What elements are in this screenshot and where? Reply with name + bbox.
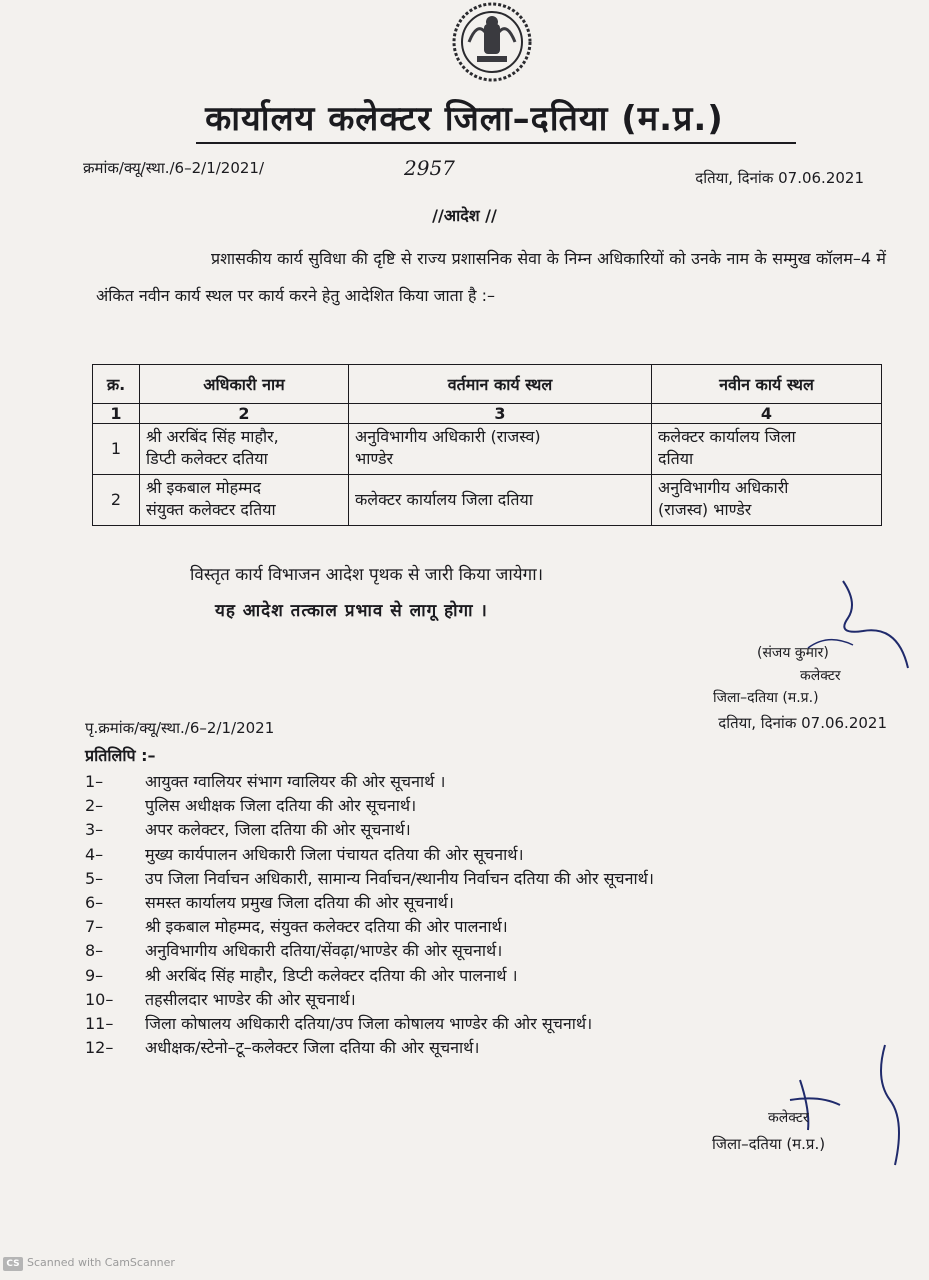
scanner-text: Scanned with CamScanner <box>27 1256 175 1269</box>
column-number-row <box>93 404 882 424</box>
camscanner-icon: CS <box>3 1257 23 1271</box>
current-posting-line: अनुविभागीय अधिकारी (राजस्व) <box>355 427 541 446</box>
table-row <box>93 424 882 475</box>
current-posting-line: भाण्डेर <box>355 449 394 468</box>
transfer-table <box>92 364 882 526</box>
list-item-number: 4– <box>85 844 104 864</box>
new-posting-line: (राजस्व) भाण्डेर <box>658 500 752 519</box>
new-posting-line: दतिया <box>658 449 694 468</box>
new-posting-line: कलेक्टर कार्यालय जिला <box>658 427 796 446</box>
title-underline <box>196 142 796 144</box>
list-item-number: 11– <box>85 1013 114 1033</box>
list-item-text: अपर कलेक्टर, जिला दतिया की ओर सूचनार्थ। <box>145 820 411 840</box>
collector-designation: कलेक्टर <box>768 1110 809 1126</box>
list-item <box>85 818 905 842</box>
new-posting-line: अनुविभागीय अधिकारी <box>658 478 789 497</box>
row-officer-name <box>140 424 349 475</box>
col-number: 1 <box>93 404 140 424</box>
row-sno: 2 <box>93 475 140 526</box>
scanner-watermark <box>3 1256 175 1271</box>
effect-note: यह आदेश तत्काल प्रभाव से लागू होगा । <box>215 601 488 621</box>
order-paragraph: प्रशासकीय कार्य सुविधा की दृष्टि से राज्य प्रशासनिक सेवा के निम्न अधिकारियों को उनके नाम के सम्मुख कॉलम–4 में अंकित नवीन कार्य स्थल पर कार्य करने हेतु आदेशित किया जाता है :– <box>96 249 886 305</box>
col-header-current: वर्तमान कार्य स्थल <box>349 365 652 404</box>
order-date: दतिया, दिनांक 07.06.2021 <box>695 169 864 187</box>
list-item <box>85 794 905 818</box>
collector-district: जिला–दतिया (म.प्र.) <box>712 1135 826 1153</box>
copy-heading: प्रतिलिपि :– <box>85 746 156 765</box>
list-item-number: 6– <box>85 892 104 912</box>
officer-name-line: श्री अरबिंद सिंह माहौर, <box>146 427 279 446</box>
row-sno: 1 <box>93 424 140 475</box>
office-title: कार्यालय कलेक्टर जिला–दतिया (म.प्र.) <box>205 99 724 139</box>
collector-district: जिला–दतिया (म.प्र.) <box>713 690 819 706</box>
list-item-number: 8– <box>85 941 104 961</box>
list-item-text: मुख्य कार्यपालन अधिकारी जिला पंचायत दतिया की ओर सूचनार्थ। <box>145 844 524 864</box>
collector-designation: कलेक्टर <box>800 668 841 684</box>
col-header-sno: क्र. <box>93 365 140 404</box>
row-officer-name <box>140 475 349 526</box>
list-item <box>85 915 905 939</box>
state-emblem-icon <box>447 2 537 82</box>
list-item-text: अधीक्षक/स्टेनो–टू–कलेक्टर जिला दतिया की ओर सूचनार्थ। <box>145 1038 480 1058</box>
list-item-text: श्री इकबाल मोहम्मद, संयुक्त कलेक्टर दतिया की ओर पालनार्थ। <box>145 917 508 937</box>
list-item <box>85 988 905 1012</box>
list-item-text: तहसीलदार भाण्डेर की ओर सूचनार्थ। <box>145 989 356 1009</box>
list-item <box>85 964 905 988</box>
list-item-text: श्री अरबिंद सिंह माहौर, डिप्टी कलेक्टर दतिया की ओर पालनार्थ । <box>145 965 518 985</box>
list-item-text: उप जिला निर्वाचन अधिकारी, सामान्य निर्वाचन/स्थानीय निर्वाचन दतिया की ओर सूचनार्थ। <box>145 868 654 888</box>
list-item-number: 3– <box>85 820 104 840</box>
list-item <box>85 843 905 867</box>
col-header-name: अधिकारी नाम <box>140 365 349 404</box>
table-row <box>93 475 882 526</box>
col-number: 2 <box>140 404 349 424</box>
row-current-posting <box>349 424 652 475</box>
list-item-text: आयुक्त ग्वालियर संभाग ग्वालियर की ओर सूचनार्थ । <box>145 772 446 791</box>
officer-designation-line: डिप्टी कलेक्टर दतिया <box>146 449 268 468</box>
officer-designation-line: संयुक्त कलेक्टर दतिया <box>146 500 276 519</box>
list-item <box>85 891 905 915</box>
list-item-number: 5– <box>85 868 104 888</box>
list-item-text: पुलिस अधीक्षक जिला दतिया की ओर सूचनार्थ। <box>145 796 417 816</box>
row-new-posting <box>652 475 882 526</box>
handwritten-number: 2957 <box>404 156 455 180</box>
order-heading: //आदेश // <box>432 206 497 225</box>
collector-name: (संजय कुमार) <box>757 645 829 661</box>
list-item-text: अनुविभागीय अधिकारी दतिया/सेंवढ़ा/भाण्डेर की ओर सूचनार्थ। <box>145 941 503 961</box>
work-division-note: विस्तृत कार्य विभाजन आदेश पृथक से जारी किया जायेगा। <box>190 565 544 585</box>
order-reference: क्रमांक/क्यू/स्था./6–2/1/2021/ <box>83 159 265 177</box>
list-item <box>85 1012 905 1036</box>
row-new-posting <box>652 424 882 475</box>
copy-date: दतिया, दिनांक 07.06.2021 <box>718 714 887 732</box>
col-number: 3 <box>349 404 652 424</box>
table-header-row <box>93 365 882 404</box>
list-item-number: 10– <box>85 989 114 1009</box>
list-item-number: 2– <box>85 796 104 816</box>
row-current-posting: कलेक्टर कार्यालय जिला दतिया <box>349 475 652 526</box>
col-header-new: नवीन कार्य स्थल <box>652 365 882 404</box>
list-item-text: समस्त कार्यालय प्रमुख जिला दतिया की ओर सूचनार्थ। <box>145 892 454 912</box>
list-item-number: 1– <box>85 772 104 791</box>
list-item <box>85 867 905 891</box>
list-item-number: 7– <box>85 917 104 937</box>
list-item <box>85 770 905 794</box>
list-item <box>85 939 905 963</box>
list-item-text: जिला कोषालय अधिकारी दतिया/उप जिला कोषालय भाण्डेर की ओर सूचनार्थ। <box>145 1013 593 1033</box>
officer-name-line: श्री इकबाल मोहम्मद <box>146 478 261 497</box>
list-item-number: 9– <box>85 965 104 985</box>
copy-list <box>85 770 905 1060</box>
col-number: 4 <box>652 404 882 424</box>
copy-reference: पृ.क्रमांक/क्यू/स्था./6–2/1/2021 <box>85 719 275 737</box>
list-item-number: 12– <box>85 1038 114 1058</box>
